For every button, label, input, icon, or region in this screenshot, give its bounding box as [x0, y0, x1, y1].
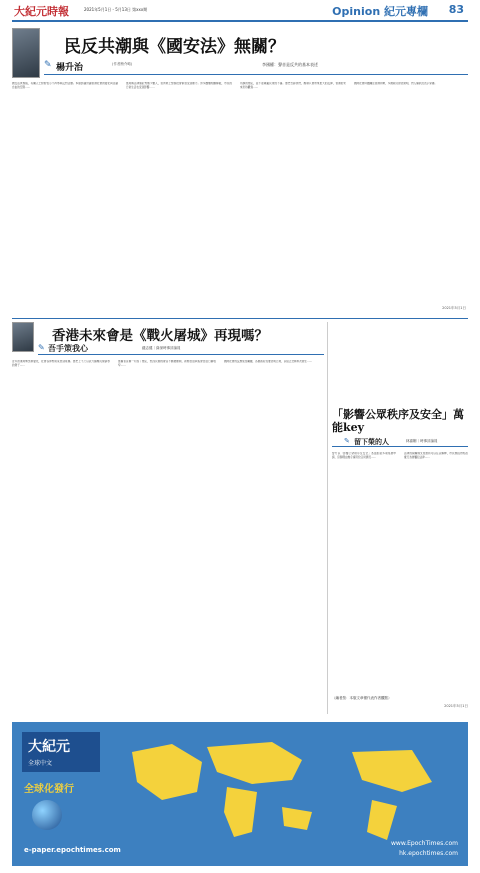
article-3-col-1 — [332, 452, 396, 690]
article-1-text-3: 所謂的穩定，並不能掩蓋民眾的不滿。歷史告訴我們，壓制只會帶來更大的反彈，香港的未來仍待觀察…… — [240, 82, 346, 89]
article-1 — [12, 26, 468, 316]
article-1-subtitle: 李國權：聲音是反共的基本表述 — [262, 62, 318, 67]
article-1-date: 2021年5月1日 — [442, 306, 466, 310]
page-number: 83 — [448, 3, 464, 16]
article-3 — [332, 408, 468, 718]
article-3-col-2 — [404, 452, 468, 682]
article-1-col-4 — [354, 82, 468, 302]
pen-icon-2: ✎ — [38, 343, 45, 352]
map-continent — [132, 744, 202, 800]
article-1-text-1: 國安法實施後，有關人士紛紛表示不再參與反對活動。本篇評論討論香港社會的變化與言論自由的空間…… — [12, 82, 118, 89]
article-1-col-1 — [12, 82, 118, 308]
map-continent — [224, 787, 257, 837]
map-continent — [367, 800, 397, 840]
masthead — [0, 0, 480, 22]
article-2-col-1 — [12, 360, 110, 710]
article-1-col-3 — [240, 82, 346, 308]
ad-brand: 大紀元 — [28, 739, 70, 755]
article-2-text-3: 國際社會的反應成為關鍵，各國政府需要表明立場，以阻止悲劇再次發生…… — [224, 360, 313, 363]
author-photo — [12, 28, 40, 78]
map-continent — [282, 807, 312, 830]
ad-tagline: 全球化發行 — [24, 784, 74, 795]
article-2-text-2: 當權者宣稱一切為了穩定，然而民間的聲音不斷被壓制，新聞自由與集會自由日漸收窄…… — [118, 360, 216, 367]
article-2 — [12, 322, 324, 722]
ad-subtagline: 全球中文 — [28, 760, 53, 767]
masthead-date: 2021年5月1日 - 5月13日 第xxx期 — [84, 7, 148, 12]
map-continent — [352, 750, 432, 792]
divider-1 — [12, 318, 468, 319]
article-1-text-4: 國際社會持續關注香港局勢，多國政府發表聲明，對人權狀況表示憂慮。 — [354, 82, 437, 85]
article-2-col-3 — [224, 360, 322, 710]
article-1-rule — [44, 74, 468, 75]
map-continent — [207, 742, 302, 784]
author-photo-2 — [12, 322, 34, 352]
pen-icon-3: ✎ — [344, 437, 350, 445]
article-3-rule — [332, 446, 468, 447]
pen-icon: ✎ — [44, 60, 52, 70]
article-1-title: 民反共潮與《國安法》無關？ — [64, 37, 285, 57]
article-1-text-2: 當局稱法律僅針對極少數人，但實際上整個社會都感受到壓力。許多團體相繼解散，市民的日常生活也受到影響…… — [126, 82, 232, 89]
ad-url-left[interactable]: e-paper.epochtimes.com — [24, 846, 121, 854]
article-3-title — [332, 408, 468, 434]
article-3-title-text: 「影響公眾秩序及安全」萬能key — [332, 408, 464, 434]
article-3-text-1: 警方以「影響公眾秩序及安全」為由拒絕多項集會申請，這個理由幾乎適用於任何情況…… — [332, 452, 396, 459]
article-2-col-2 — [118, 360, 216, 710]
globe-icon — [32, 800, 62, 830]
column-divider — [327, 322, 328, 714]
article-2-text-1: 近年香港局勢急劇變化，社會各界對前景感到憂慮。歷史上不乏以武力鎮壓民間訴求的例子…… — [12, 360, 110, 367]
ad-url-right-1[interactable]: www.EpochTimes.com — [391, 840, 458, 847]
article-3-note: （編者按：本版文章僅代表作者觀點） — [332, 696, 392, 700]
article-2-title: 香港未來會是《戰火屠城》再現嗎？ — [52, 328, 268, 344]
article-3-text-2: 法律的模糊條文使當局可以任意解釋，市民無從得知甚麼行為會觸犯法律…… — [404, 452, 468, 459]
article-3-date: 2021年5月1日 — [444, 704, 468, 708]
masthead-rule — [12, 20, 468, 22]
article-2-byline: 錢志健｜資深時事評論員 — [142, 346, 181, 350]
article-2-rule — [38, 354, 324, 355]
article-1-byline-note: (作者簡介略) — [112, 62, 133, 66]
section-title: Opinion 紀元專欄 — [332, 5, 428, 18]
ad-banner — [12, 722, 468, 866]
masthead-logo: 大紀元時報 — [14, 5, 69, 18]
article-1-author: 楊升治 — [56, 63, 84, 73]
ad-url-right-2[interactable]: hk.epochtimes.com — [399, 850, 458, 857]
article-3-author: 留下榮的人 — [354, 438, 389, 446]
article-2-author: 吾手策我心 — [48, 344, 88, 353]
article-1-col-2 — [126, 82, 232, 308]
article-3-byline: 林嘉剛｜時事評論員 — [406, 439, 438, 443]
